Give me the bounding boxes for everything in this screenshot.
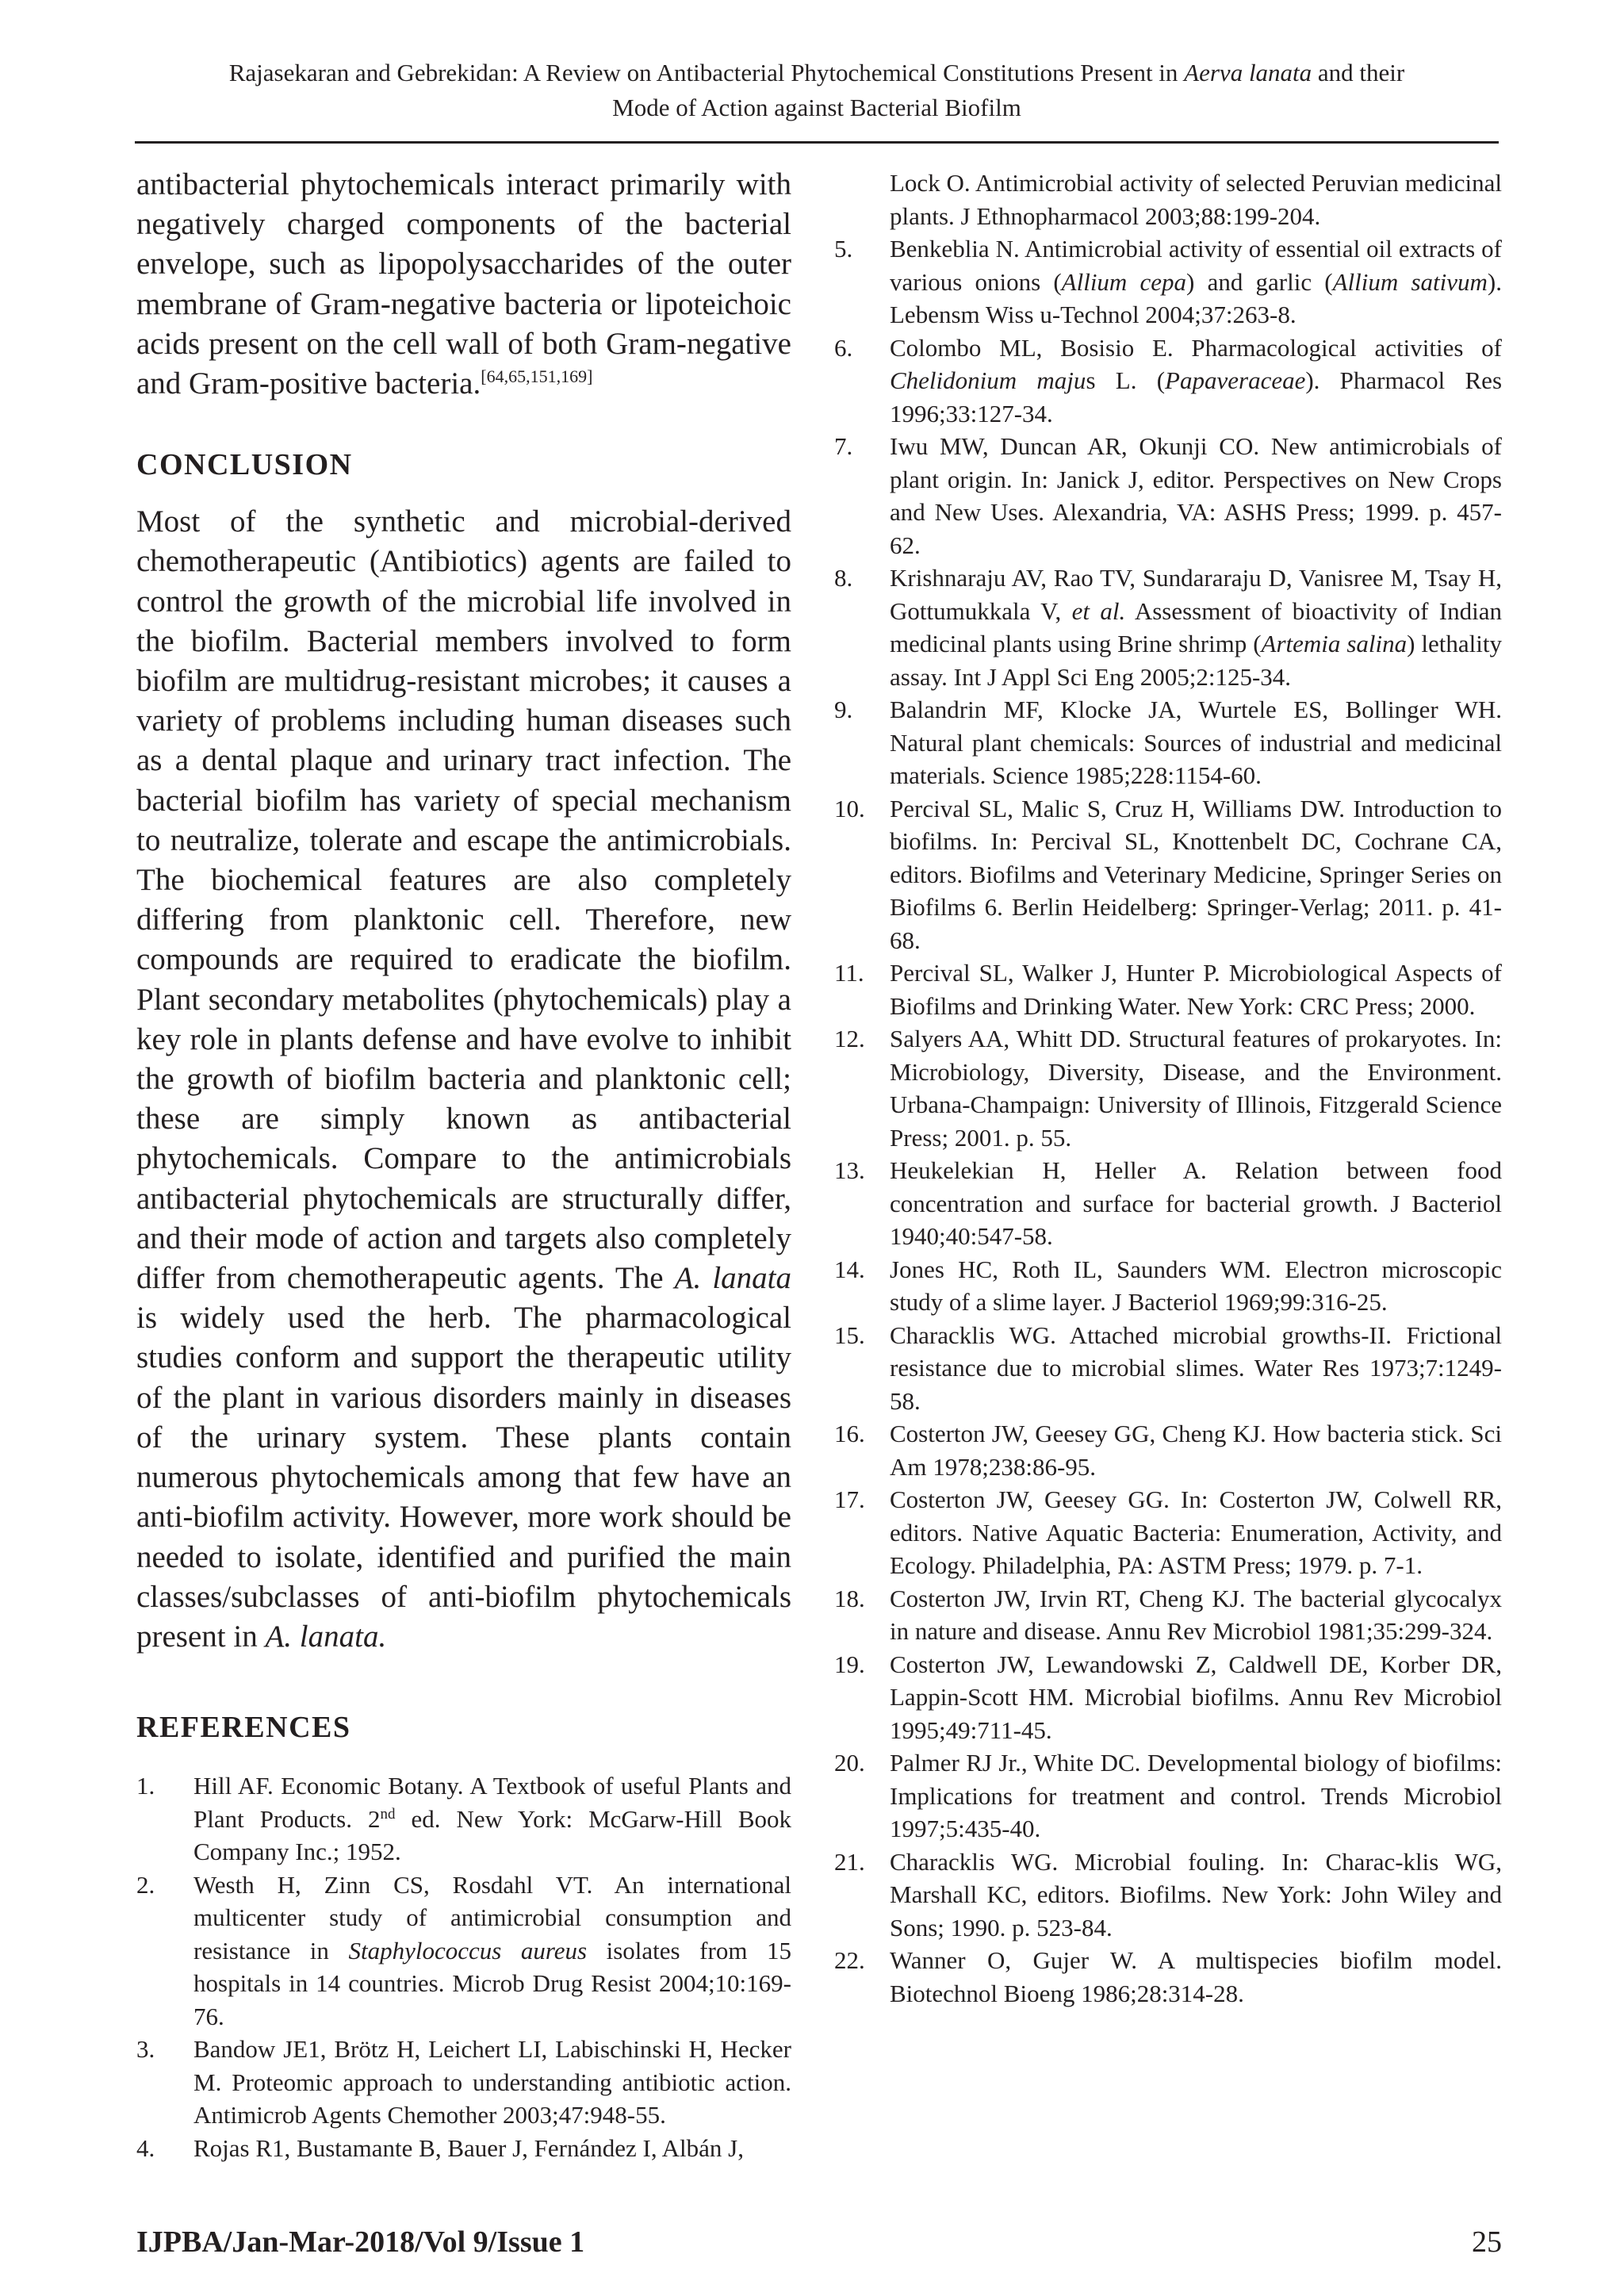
header-text-end: and their xyxy=(1312,59,1405,86)
reference-text: Iwu MW, Duncan AR, Okunji CO. New antimicrobials of plant origin. In: Janick J, editor. Perspectives on New Crops and New Uses. Alexandria, VA: ASHS Press; 1999. p. 457-62. xyxy=(890,432,1502,559)
reference-text: Characklis WG. Microbial fouling. In: Charac-klis WG, Marshall KC, editors. Biofilms. New York: John Wiley and Sons; 1990. p. 523-84. xyxy=(890,1847,1502,1941)
reference-text: Costerton JW, Geesey GG, Cheng KJ. How bacteria stick. Sci Am 1978;238:86-95. xyxy=(890,1420,1502,1481)
reference-13 xyxy=(834,1154,1502,1253)
left-column xyxy=(136,165,791,2164)
reference-number: 11. xyxy=(834,959,864,987)
reference-text: Percival SL, Malic S, Cruz H, Williams DW. Introduction to biofilms. In: Percival SL, Knottenbelt DC, Cochrane CA, editors. Biofilms and Veterinary Medicine, Springer Series on Biofilms 6. Berlin Heidelberg: Springer-Verlag; 2011. p. 41-68. xyxy=(890,794,1502,954)
reference-text: Benkeblia N. Antimicrobial activity of essential oil extracts of various onions ( xyxy=(890,235,1502,296)
reference-text: Westh H, Zinn CS, Rosdahl VT. An international multicenter study of antimicrobial consumption and resistance in xyxy=(193,1870,791,1964)
footer-journal-info: IJPBA/Jan-Mar-2018/Vol 9/Issue 1 xyxy=(136,2225,585,2259)
reference-number: 5. xyxy=(834,235,853,263)
reference-3 xyxy=(136,2033,791,2132)
reference-text: Wanner O, Gujer W. A multispecies biofilm model. Biotechnol Bioeng 1986;28:314-28. xyxy=(890,1946,1502,2007)
reference-number: 2. xyxy=(136,1870,155,1899)
conclusion-text-1: Most of the synthetic and microbial-derived chemotherapeutic (Antibiotics) agents are failed to control the growth of the microbial life involved in the biofilm. Bacterial members involved to form biofilm are multidrug-resistant microbes; it causes a variety of problems including human diseases such as a dental plaque and urinary tract infection. The bacterial biofilm has variety of special mechanism to neutralize, tolerate and escape the antimicrobials. The biochemical features are also completely differing from planktonic cell. Therefore, new compounds are required to eradicate the biofilm. Plant secondary metabolites (phytochemicals) play a key role in plants defense and have evolve to inhibit the growth of biofilm bacteria and planktonic cell; these are simply known as antibacterial phytochemicals. Compare to the antimicrobials antibacterial phytochemicals are structurally differ, and their mode of action and targets also completely differ from chemotherapeutic agents. The xyxy=(136,504,791,1296)
reference-number: 13. xyxy=(834,1156,865,1184)
reference-number: 16. xyxy=(834,1420,865,1447)
reference-number: 3. xyxy=(136,2035,155,2064)
reference-19 xyxy=(834,1648,1502,1747)
reference-8 xyxy=(834,562,1502,693)
reference-text: s L. ( xyxy=(1086,366,1166,394)
reference-text: Assessment of bioactivity of Indian medicinal plants using Brine shrimp ( xyxy=(890,596,1502,657)
running-header-line-2: Mode of Action against Bacterial Biofilm xyxy=(612,94,1021,121)
reference-italic: Chelidonium maju xyxy=(890,366,1086,394)
reference-text: ) lethality assay. Int J Appl Sci Eng 2005;2:125-34. xyxy=(890,630,1503,691)
reference-18 xyxy=(834,1582,1502,1648)
running-header-line-1 xyxy=(135,56,1499,90)
reference-number: 4. xyxy=(136,2133,155,2162)
reference-16 xyxy=(834,1417,1502,1483)
reference-text: Costerton JW, Lewandowski Z, Caldwell DE, Korber DR, Lappin-Scott HM. Microbial biofilms. Annu Rev Microbiol 1995;49:711-45. xyxy=(890,1650,1502,1744)
reference-number: 1. xyxy=(136,1772,155,1800)
header-italic-species: Aerva lanata xyxy=(1184,59,1312,86)
intro-citation[interactable]: [64,65,151,169] xyxy=(481,366,593,387)
reference-number: 6. xyxy=(834,333,853,362)
reference-text: Rojas R1, Bustamante B, Bauer J, Fernández I, Albán J, xyxy=(193,2133,744,2162)
reference-text: ) and garlic ( xyxy=(1186,267,1333,296)
intro-paragraph-text: antibacterial phytochemicals interact primarily with negatively charged components of the bacterial envelope, such as lipopolysaccharides of the outer membrane of Gram-negative bacteria or lipoteichoic acids present on the cell wall of both Gram-negative and Gram-positive bacteria. xyxy=(136,167,791,401)
reference-number: 9. xyxy=(834,696,853,723)
running-header xyxy=(135,56,1499,125)
reference-italic: Allium sativum xyxy=(1332,267,1488,296)
reference-2 xyxy=(136,1869,791,2033)
reference-number: 22. xyxy=(834,1946,865,1974)
reference-12 xyxy=(834,1022,1502,1154)
reference-6 xyxy=(834,332,1502,431)
reference-number: 20. xyxy=(834,1749,865,1777)
reference-4-continued xyxy=(834,167,1502,232)
reference-number: 18. xyxy=(834,1584,865,1612)
reference-text: Balandrin MF, Klocke JA, Wurtele ES, Bollinger WH. Natural plant chemicals: Sources of industrial and medicinal materials. Science 1985;228:1154-60. xyxy=(890,696,1502,789)
reference-text: ). Lebensm Wiss u-Technol 2004;37:263-8. xyxy=(890,267,1502,328)
reference-italic: Papaveraceae xyxy=(1165,366,1306,394)
conclusion-species-2: A. lanata. xyxy=(265,1619,387,1654)
reference-text: Characklis WG. Attached microbial growths-II. Frictional resistance due to microbial slimes. Water Res 1973;7:1249-58. xyxy=(890,1320,1502,1415)
reference-21 xyxy=(834,1846,1502,1945)
reference-text: ed. New York: McGarw-Hill Book Company Inc.; 1952. xyxy=(193,1804,791,1866)
reference-list-right xyxy=(834,167,1502,2010)
reference-text: isolates from 15 hospitals in 14 countries. Microb Drug Resist 2004;10:169-76. xyxy=(193,1936,791,2030)
reference-superscript: nd xyxy=(380,1805,396,1823)
references-heading: REFERENCES xyxy=(136,1711,351,1745)
reference-text: Krishnaraju AV, Rao TV, Sundararaju D, Vanisree M, Tsay H, Gottumukkala V, xyxy=(890,564,1502,625)
reference-text: Costerton JW, Geesey GG. In: Costerton JW, Colwell RR, editors. Native Aquatic Bacteria: Enumeration, Activity, and Ecology. Philadelphia, PA: ASTM Press; 1979. p. 7-1. xyxy=(890,1485,1502,1579)
reference-number: 17. xyxy=(834,1485,865,1513)
conclusion-species-1: A. lanata xyxy=(674,1261,791,1296)
intro-paragraph xyxy=(136,165,791,404)
reference-number: 7. xyxy=(834,432,853,460)
reference-5 xyxy=(834,232,1502,332)
reference-italic: Artemia salina xyxy=(1261,630,1408,657)
conclusion-heading: CONCLUSION xyxy=(136,448,353,482)
reference-text: Palmer RJ Jr., White DC. Developmental biology of biofilms: Implications for treatment and control. Trends Microbiol 1997;5:435-40. xyxy=(890,1749,1502,1842)
conclusion-paragraph xyxy=(136,502,791,1657)
reference-number: 14. xyxy=(834,1255,865,1283)
reference-text: Colombo ML, Bosisio E. Pharmacological activities of xyxy=(890,333,1502,362)
reference-20 xyxy=(834,1746,1502,1846)
reference-text: Bandow JE1, Brötz H, Leichert LI, Labischinski H, Hecker M. Proteomic approach to understanding antibiotic action. Antimicrob Agents Chemother 2003;47:948-55. xyxy=(193,2035,791,2129)
reference-text: ). Pharmacol Res 1996;33:127-34. xyxy=(890,366,1503,427)
reference-15 xyxy=(834,1319,1502,1418)
reference-text: Jones HC, Roth IL, Saunders WM. Electron microscopic study of a slime layer. J Bacteriol 1969;99:316-25. xyxy=(890,1255,1502,1316)
reference-italic: Staphylococcus aureus xyxy=(348,1936,588,1964)
reference-text: Costerton JW, Irvin RT, Cheng KJ. The bacterial glycocalyx in nature and disease. Annu Rev Microbiol 1981;35:299-324. xyxy=(890,1584,1502,1645)
reference-text: Percival SL, Walker J, Hunter P. Microbiological Aspects of Biofilms and Drinking Water. New York: CRC Press; 2000. xyxy=(890,959,1502,1020)
reference-10 xyxy=(834,792,1502,957)
reference-11 xyxy=(834,956,1502,1022)
reference-1 xyxy=(136,1769,791,1869)
reference-text: Lock O. Antimicrobial activity of selected Peruvian medicinal plants. J Ethnopharmacol 2003;88:199-204. xyxy=(890,169,1502,230)
reference-number: 15. xyxy=(834,1320,865,1349)
reference-number: 8. xyxy=(834,564,853,592)
right-column xyxy=(834,167,1502,2010)
header-text: Rajasekaran and Gebrekidan: A Review on Antibacterial Phytochemical Constitutions Present in xyxy=(228,59,1185,86)
reference-text: Hill AF. Economic Botany. A Textbook of useful Plants and Plant Products. 2 xyxy=(193,1772,791,1833)
reference-22 xyxy=(834,1944,1502,2010)
reference-number: 12. xyxy=(834,1025,865,1052)
reference-italic: Allium cepa xyxy=(1061,267,1187,296)
header-divider xyxy=(135,141,1499,144)
reference-number: 19. xyxy=(834,1650,865,1678)
reference-list-left xyxy=(136,1769,791,2164)
reference-14 xyxy=(834,1253,1502,1319)
reference-4 xyxy=(136,2132,791,2165)
reference-text: Heukelekian H, Heller A. Relation between food concentration and surface for bacterial growth. J Bacteriol 1940;40:547-58. xyxy=(890,1156,1502,1250)
conclusion-text-2: is widely used the herb. The pharmacological studies conform and support the therapeutic utility of the plant in various disorders mainly in diseases of the urinary system. These plants contain numerous phytochemicals among that few have an anti-biofilm activity. However, more work should be needed to isolate, identified and purified the main classes/subclasses of anti-biofilm phytochemicals present in xyxy=(136,1301,791,1654)
reference-7 xyxy=(834,430,1502,562)
reference-number: 21. xyxy=(834,1847,865,1876)
reference-number: 10. xyxy=(834,794,865,822)
reference-italic: et al. xyxy=(1071,596,1126,625)
reference-17 xyxy=(834,1483,1502,1582)
page-number: 25 xyxy=(1472,2225,1502,2259)
reference-text: Salyers AA, Whitt DD. Structural features of prokaryotes. In: Microbiology, Diversity, Disease, and the Environment. Urbana-Champaign: University of Illinois, Fitzgerald Science Press; 2001. p. 55. xyxy=(890,1025,1502,1152)
reference-9 xyxy=(834,693,1502,792)
